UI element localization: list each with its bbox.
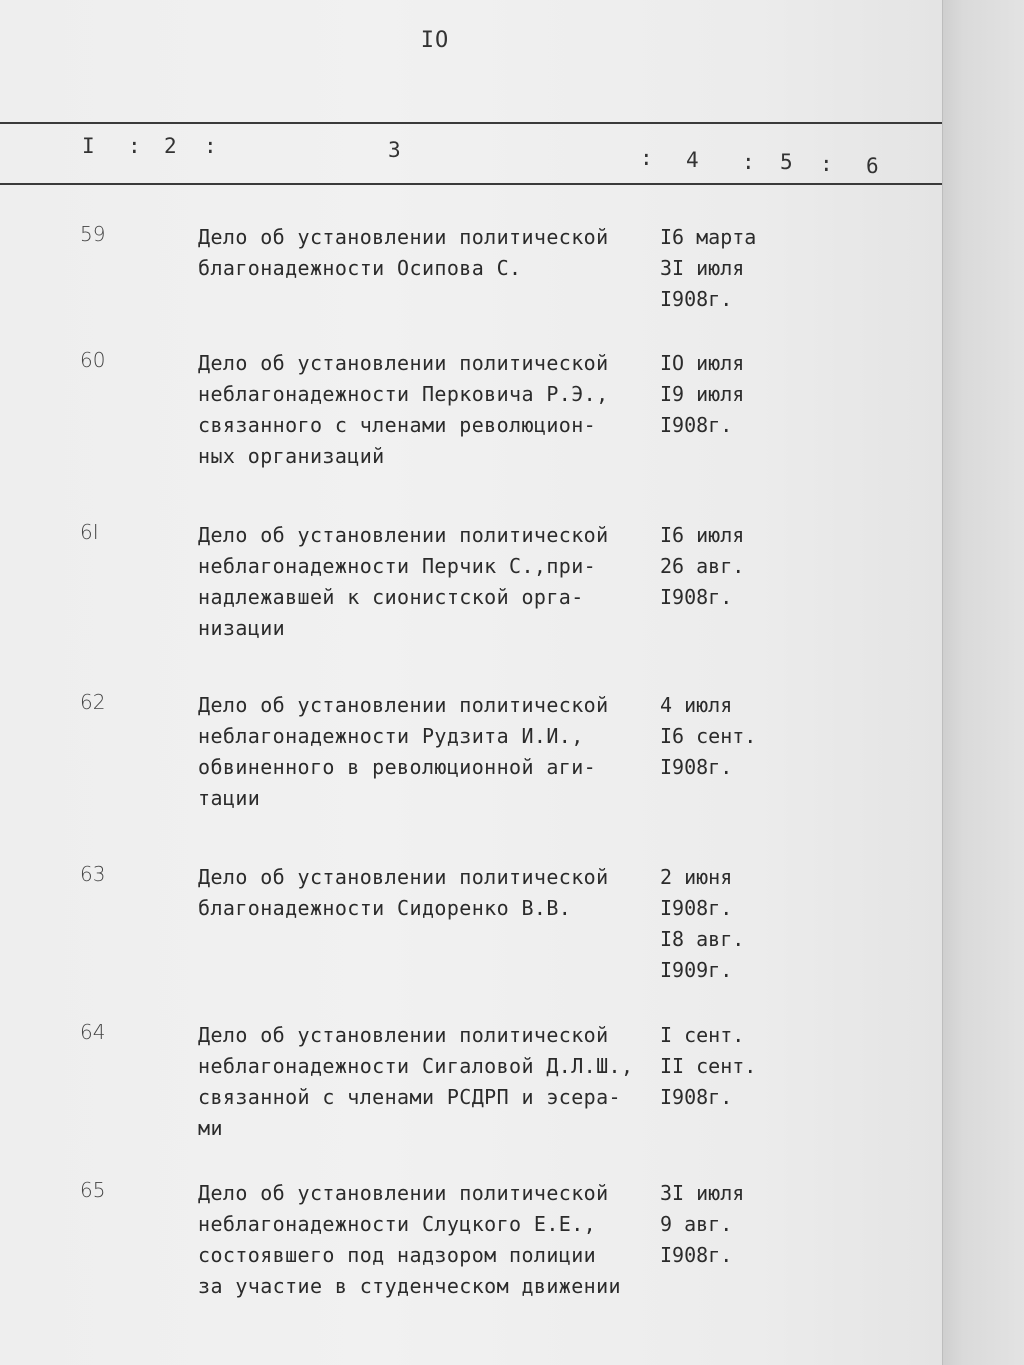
entry-description-line: связанного с членами революцион- — [198, 413, 597, 437]
column-header-4: 4 — [686, 148, 699, 172]
entry-number: 63 — [80, 862, 106, 886]
entry-date-line: I8 авг. — [660, 927, 745, 951]
entry-description-line: неблагонадежности Рудзита И.И., — [198, 724, 584, 748]
table-header-bottom-rule — [0, 183, 942, 185]
entry-date-line: 3I июля — [660, 1181, 745, 1205]
entry-date-line: II сент. — [660, 1054, 757, 1078]
entry-date-line: 2 июня — [660, 865, 733, 889]
entry-date-line: I908г. — [660, 413, 733, 437]
entry-number: 65 — [80, 1178, 106, 1202]
entry-date-line: 3I июля — [660, 256, 745, 280]
entry-description-line: неблагонадежности Сигаловой Д.Л.Ш., — [198, 1054, 634, 1078]
entry-description-line: низации — [198, 616, 286, 640]
column-header-5: 5 — [780, 150, 793, 174]
entry-description-line: неблагонадежности Перчик С.,при- — [198, 554, 597, 578]
entry-date-line: 9 авг. — [660, 1212, 733, 1236]
entry-date-line: I6 июля — [660, 523, 745, 547]
entry-description-line: Дело об установлении политической — [198, 865, 609, 889]
table-header-top-rule — [0, 122, 942, 124]
entry-description-line: связанной с членами РСДРП и эсера- — [198, 1085, 621, 1109]
entry-description-line: Дело об установлении политической — [198, 523, 609, 547]
entry-dates — [660, 222, 780, 315]
entry-date-line: 26 авг. — [660, 554, 745, 578]
column-header-3: 3 — [388, 138, 401, 162]
entry-dates — [660, 520, 780, 613]
entry-date-line: IO июля — [660, 351, 745, 375]
entry-description-line: Дело об установлении политической — [198, 1181, 609, 1205]
entry-description — [198, 520, 648, 644]
entry-description-line: надлежавшей к сионистской орга- — [198, 585, 584, 609]
entry-description-line: благонадежности Осипова С. — [198, 256, 522, 280]
entry-description-line: обвиненного в революционной аги- — [198, 755, 597, 779]
column-header-1: I — [82, 134, 95, 158]
entry-dates — [660, 690, 780, 783]
page-number: IO — [420, 28, 450, 53]
entry-description-line: за участие в студенческом движении — [198, 1274, 621, 1298]
entry-dates — [660, 862, 780, 986]
entry-description — [198, 862, 648, 924]
entry-date-line: I908г. — [660, 1243, 733, 1267]
column-separator: : — [640, 146, 653, 170]
entry-description-line: Дело об установлении политической — [198, 225, 609, 249]
entry-number: 60 — [80, 348, 106, 372]
entry-description-line: ми — [198, 1116, 223, 1140]
entry-description — [198, 348, 648, 472]
underlying-page-edge — [942, 0, 1024, 1365]
entry-date-line: 4 июля — [660, 693, 733, 717]
entry-number: 59 — [80, 222, 106, 246]
entry-description — [198, 222, 648, 284]
entry-date-line: I908г. — [660, 896, 733, 920]
entry-dates — [660, 348, 780, 441]
entry-dates — [660, 1178, 780, 1271]
entry-description-line: неблагонадежности Перковича Р.Э., — [198, 382, 609, 406]
entry-date-line: I909г. — [660, 958, 733, 982]
entry-description-line: тации — [198, 786, 261, 810]
column-separator: : — [820, 152, 833, 176]
column-header-2: 2 — [164, 134, 177, 158]
entry-date-line: I6 марта — [660, 225, 757, 249]
entry-date-line: I908г. — [660, 585, 733, 609]
entry-description — [198, 690, 648, 814]
entry-dates — [660, 1020, 780, 1113]
entry-description-line: Дело об установлении политической — [198, 1023, 609, 1047]
entry-description-line: состоявшего под надзором полиции — [198, 1243, 597, 1267]
entry-number: 62 — [80, 690, 106, 714]
column-header-6: 6 — [866, 154, 879, 178]
entry-description-line: неблагонадежности Слуцкого Е.Е., — [198, 1212, 597, 1236]
entry-description — [198, 1178, 648, 1302]
entry-date-line: I6 сент. — [660, 724, 757, 748]
entry-date-line: I908г. — [660, 1085, 733, 1109]
entry-description-line: Дело об установлении политической — [198, 351, 609, 375]
entry-number: 64 — [80, 1020, 106, 1044]
entry-date-line: I908г. — [660, 755, 733, 779]
entry-date-line: I сент. — [660, 1023, 745, 1047]
column-separator: : — [742, 150, 755, 174]
entry-number: 6I — [80, 520, 99, 544]
entry-description-line: Дело об установлении политической — [198, 693, 609, 717]
entry-description-line: ных организаций — [198, 444, 385, 468]
entry-date-line: I908г. — [660, 287, 733, 311]
column-separator: : — [204, 134, 217, 158]
column-separator: : — [128, 134, 141, 158]
entry-description — [198, 1020, 648, 1144]
entry-date-line: I9 июля — [660, 382, 745, 406]
entry-description-line: благонадежности Сидоренко В.В. — [198, 896, 572, 920]
